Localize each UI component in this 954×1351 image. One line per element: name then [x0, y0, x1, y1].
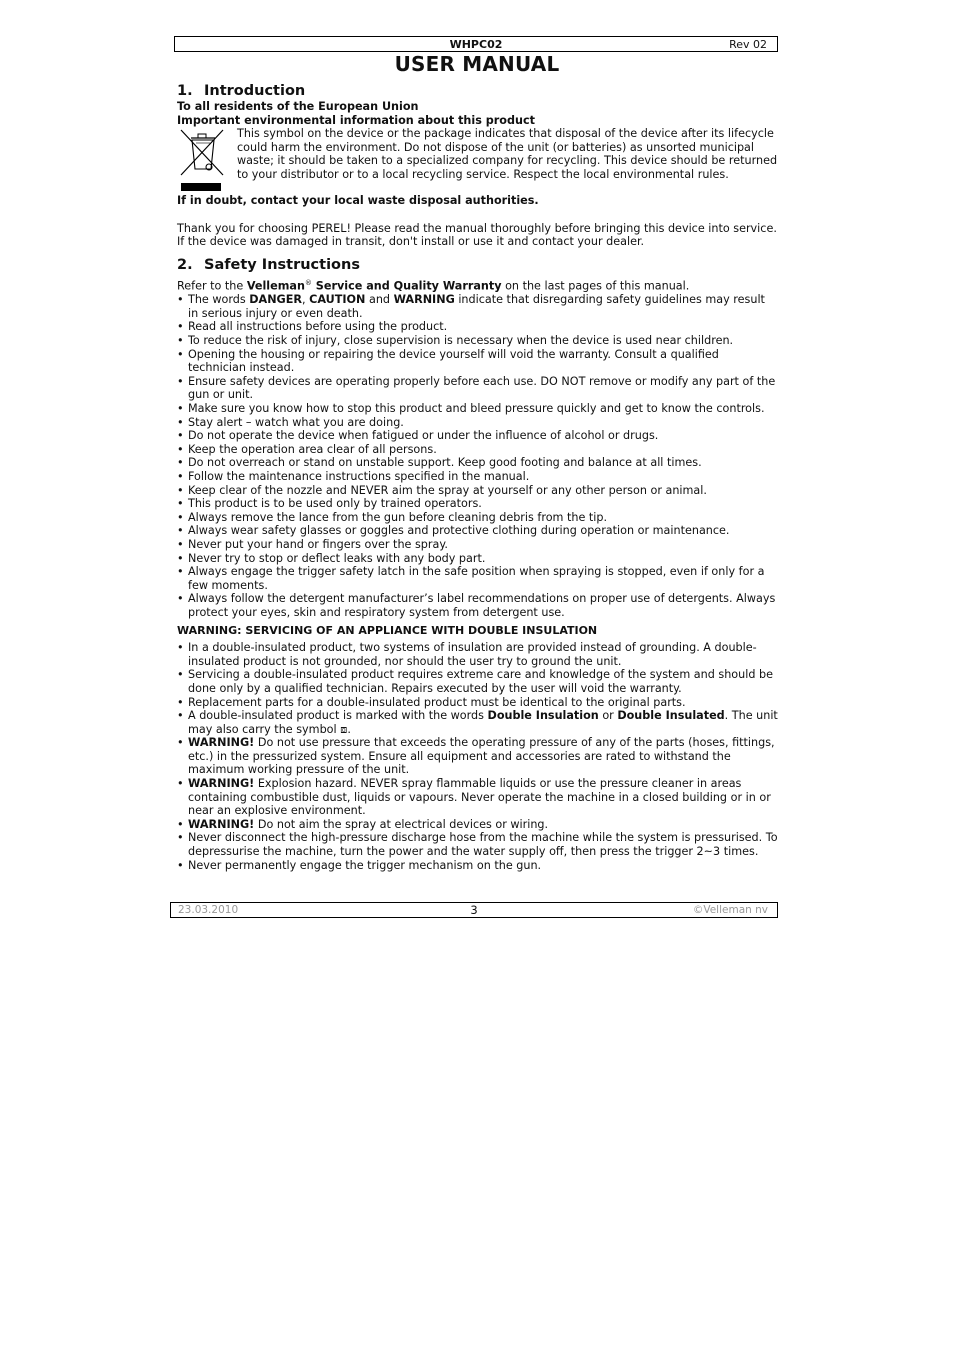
list-item: • Never disconnect the high-pressure discharge hose from the machine while the system is pressurised. To depressurise the machine, turn the power and the water supply off, then press the trigger 2~3 times. — [177, 831, 778, 858]
list-item: • Servicing a double-insulated product requires extreme care and knowledge of the system and should be done only by a qualified technician. Repairs executed by the user will void the warranty. — [177, 668, 778, 695]
list-item: • In a double-insulated product, two systems of insulation are provided instead of grounding. A double-insulated product is not grounded, nor should the user try to ground the unit. — [177, 641, 778, 668]
list-item: • Ensure safety devices are operating properly before each use. DO NOT remove or modify any part of the gun or unit. — [177, 375, 778, 402]
page-header — [174, 36, 778, 52]
header-model: WHPC02 — [449, 38, 503, 51]
list-item: • To reduce the risk of injury, close supervision is necessary when the device is used near children. — [177, 334, 778, 348]
eu-residents-line: To all residents of the European Union — [177, 100, 419, 113]
list-item: • Make sure you know how to stop this product and bleed pressure quickly and get to know the controls. — [177, 402, 778, 416]
weee-notice — [177, 127, 778, 195]
section-heading-safety: 2. Safety Instructions — [177, 256, 360, 273]
list-item: • Keep clear of the nozzle and NEVER aim the spray at yourself or any other person or animal. — [177, 484, 778, 498]
page-number: 3 — [470, 903, 478, 917]
double-insulation-symbol-icon: ⧈ — [340, 722, 348, 736]
safety-list — [177, 293, 778, 619]
warranty-reference: Refer to the Velleman® Service and Quality Warranty on the last pages of this manual. — [177, 278, 690, 293]
list-item: • Follow the maintenance instructions specified in the manual. — [177, 470, 778, 484]
waste-authority-line: If in doubt, contact your local waste disposal authorities. — [177, 194, 539, 208]
list-item: • WARNING! Do not use pressure that exceeds the operating pressure of any of the parts (hoses, fittings, etc.) in the pressurized system. Ensure all equipment and accessories are rated to withstand the maximum working pressure of the unit. — [177, 736, 778, 777]
list-item: • WARNING! Explosion hazard. NEVER spray flammable liquids or use the pressure cleaner in areas containing combustible dust, liquids or vapours. Never operate the machine in a closed building or in or near an explosive environment. — [177, 777, 778, 818]
double-insulation-list — [177, 641, 778, 872]
list-item: • Keep the operation area clear of all persons. — [177, 443, 778, 457]
list-item: • Never put your hand or fingers over the spray. — [177, 538, 778, 552]
section-heading-introduction: 1. Introduction — [177, 83, 306, 99]
list-item: • Replacement parts for a double-insulated product must be identical to the original parts. — [177, 696, 778, 710]
header-revision: Rev 02 — [729, 38, 767, 51]
footer-date: 23.03.2010 — [178, 904, 239, 916]
thank-you-paragraph: Thank you for choosing PEREL! Please read the manual thoroughly before bringing this device into service. If the device was damaged in transit, don't install or use it and contact your dealer. — [177, 221, 777, 249]
double-insulation-warning-heading: WARNING: SERVICING OF AN APPLIANCE WITH DOUBLE INSULATION — [177, 623, 598, 637]
list-item: • A double-insulated product is marked with the words Double Insulation or Double Insulated. The unit may also carry the symbol ⧈. — [177, 709, 778, 736]
list-item: • The words DANGER, CAUTION and WARNING indicate that disregarding safety guidelines may result in serious injury or even death. — [177, 293, 778, 320]
footer-copyright: ©Velleman nv — [692, 904, 768, 916]
page-content — [177, 82, 778, 872]
svg-text:.: . — [199, 147, 200, 152]
list-item: • Always follow the detergent manufacturer’s label recommendations on proper use of detergents. Always protect your eyes, skin and respiratory system from detergent use. — [177, 592, 778, 619]
list-item: • Stay alert – watch what you are doing. — [177, 416, 778, 430]
list-item: • Opening the housing or repairing the device yourself will void the warranty. Consult a qualified technician instead. — [177, 348, 778, 375]
page-footer — [170, 902, 778, 918]
list-item: • WARNING! Do not aim the spray at electrical devices or wiring. — [177, 818, 778, 832]
list-item: • Never try to stop or deflect leaks with any body part. — [177, 552, 778, 566]
list-item: • Never permanently engage the trigger mechanism on the gun. — [177, 859, 778, 873]
document-title: USER MANUAL — [394, 52, 560, 76]
list-item: • Always remove the lance from the gun before cleaning debris from the tip. — [177, 511, 778, 525]
list-item: • Do not overreach or stand on unstable support. Keep good footing and balance at all times. — [177, 456, 778, 470]
environmental-info-line: Important environmental information about this product — [177, 113, 535, 127]
weee-symbol-text: This symbol on the device or the package indicates that disposal of the device after its lifecycle could harm the environment. Do not dispose of the unit (or batteries) as unsorted municipal waste; it should be taken to a specialized company for recycling. This device should be returned to your distributor or to a local recycling service. Respect the local environmental rules. — [237, 127, 778, 181]
list-item: • Do not operate the device when fatigued or under the influence of alcohol or drugs. — [177, 429, 778, 443]
list-item: • This product is to be used only by trained operators. — [177, 497, 778, 511]
list-item: • Read all instructions before using the product. — [177, 320, 778, 334]
crossed-out-wheelie-bin-icon — [177, 127, 237, 195]
list-item: • Always wear safety glasses or goggles and protective clothing during operation or maintenance. — [177, 524, 778, 538]
list-item: • Always engage the trigger safety latch in the safe position when spraying is stopped, even if only for a few moments. — [177, 565, 778, 592]
